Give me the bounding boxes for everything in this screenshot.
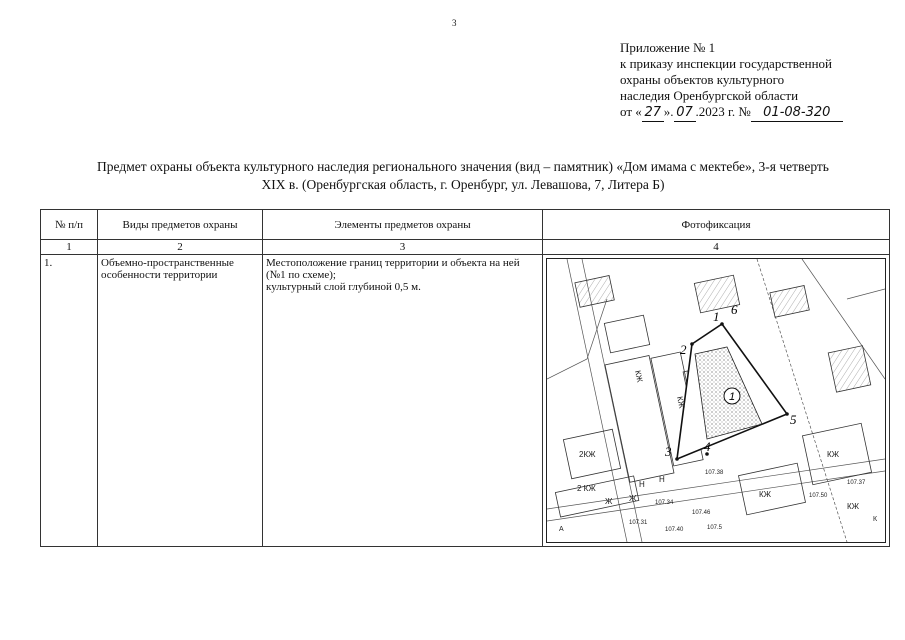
appendix-line: охраны объектов культурного [620, 72, 785, 87]
column-number: 4 [543, 240, 890, 255]
building-label: 2 КЖ [577, 484, 596, 493]
order-number-handwritten: 01-08-320 [751, 105, 843, 122]
appendix-line: Приложение № 1 [620, 40, 716, 55]
element-item: культурный слой глубиной 0,5 м. [266, 281, 421, 293]
appendix-line: к приказу инспекции государственной [620, 56, 832, 71]
column-number: 2 [98, 240, 263, 255]
elevation: 107.40 [665, 527, 684, 533]
letter-label: А [559, 526, 564, 533]
building-label: Ж [629, 494, 637, 503]
date-year: .2023 г. № [695, 104, 751, 119]
date-month-handwritten: 07 [674, 105, 696, 122]
building [770, 286, 809, 318]
building [828, 346, 871, 392]
elevation: 107.37 [847, 480, 866, 486]
building-label: КЖ [759, 490, 772, 499]
header-cell-elements: Элементы предметов охраны [263, 210, 543, 240]
elevation: 107.38 [705, 470, 724, 476]
point-label: 6 [731, 302, 738, 317]
elevation: 107.46 [692, 510, 711, 516]
table-row [41, 255, 890, 547]
letter-label: К [873, 516, 878, 523]
row-elements [263, 255, 543, 547]
element-item: Местоположение границ территории и объекта на ней (№1 по схеме); [266, 257, 520, 281]
elevation: 107.50 [809, 493, 828, 499]
date-day-handwritten: 27 [642, 105, 664, 122]
date-prefix: от « [620, 104, 642, 119]
building-label: Н [659, 475, 665, 484]
point-label: 2 [680, 342, 687, 357]
building-label: КЖ [675, 395, 687, 410]
row-kind: Объемно-пространственные особенности территории [98, 255, 263, 547]
building [604, 315, 649, 353]
header-cell-number: № п/п [41, 210, 98, 240]
column-number: 1 [41, 240, 98, 255]
building-label: 2КЖ [579, 450, 596, 459]
page-number: 3 [452, 18, 457, 28]
header-cell-kind: Виды предметов охраны [98, 210, 263, 240]
building [555, 476, 638, 517]
header-cell-photo: Фотофиксация [543, 210, 890, 240]
document-title [40, 158, 886, 194]
building-label: Н [639, 480, 645, 489]
building-label: КЖ [633, 369, 645, 384]
point-label: 4 [704, 439, 711, 454]
date-mid: ». [663, 104, 674, 119]
object-boundary [675, 322, 789, 461]
title-line: Предмет охраны объекта культурного наследия регионального значения (вид – памятник) «Дом имама с мектебе», 3-я четверть [97, 159, 829, 174]
building-label: КЖ [827, 450, 840, 459]
point-label: 3 [665, 444, 672, 459]
appendix-date-line [620, 104, 843, 122]
building-label: Ж [605, 497, 613, 506]
table-header-row [41, 210, 890, 240]
row-number: 1. [41, 255, 98, 547]
title-line: XIX в. (Оренбургская область, г. Оренбург, ул. Левашова, 7, Литера Б) [261, 177, 665, 192]
building [575, 276, 614, 308]
column-number: 3 [263, 240, 543, 255]
photo-cell [543, 255, 890, 547]
appendix-line: наследия Оренбургской области [620, 88, 799, 103]
site-plan-map [546, 258, 886, 543]
elevation: 107.5 [707, 525, 723, 531]
elevation: 107.34 [655, 500, 674, 506]
column-number-row [41, 240, 890, 255]
point-label: 5 [790, 412, 797, 427]
object-label: 1 [728, 391, 736, 403]
building-label: КЖ [847, 502, 860, 511]
appendix-block [620, 40, 843, 122]
building [738, 463, 805, 515]
point-label: 1 [713, 309, 720, 324]
elevation: 107.31 [629, 520, 648, 526]
protection-table [40, 209, 890, 547]
